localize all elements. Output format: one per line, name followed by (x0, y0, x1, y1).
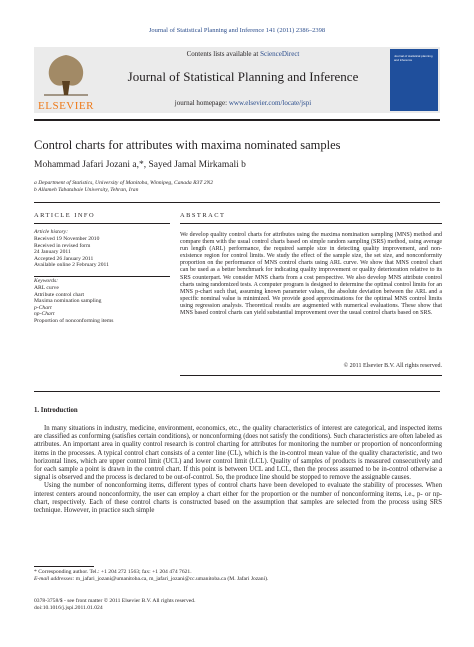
doi-line[interactable]: doi:10.1016/j.jspi.2011.01.024 (34, 604, 103, 611)
abstract-bottom-rule (180, 375, 442, 376)
keyword-item: np-Chart (34, 311, 55, 318)
history-item: Available online 2 February 2011 (34, 262, 109, 269)
email-label: E-mail addresses: (34, 575, 76, 582)
keyword-item: p-Chart (34, 304, 52, 311)
issn-line: 0378-3758/$ - see front matter © 2011 Elsevier B.V. All rights reserved. (34, 598, 196, 604)
cover-title: Journal of statistical planning and inference (394, 54, 433, 62)
footnotes (34, 569, 442, 582)
affiliation-a: a Department of Statistics, University of Manitoba, Winnipeg, Canada R3T 2N2 (34, 180, 214, 186)
intro-paragraph: In many situations in industry, medicine, environment, economics, etc., the quality characteristics of interest are categorical, and inspected items are classified as conforming (satisfies certain conditions), or nonconforming (does not satisfy the conditions). Such characteristics are often labeled as attributes. An important area in quality control research is control charting for attributes for monitoring the number or proportion of nonconforming items in the processes. A typical control chart consists of a center line (CL), which is the in-control mean value of the quality characteristic, and two horizontal lines, which are upper control limit (UCL) and lower control limit (LCL). Quality of samples of products is measured consecutively and for each sample a point is drawn in the control chart. If this point is between UCL and LCL, then the process assumed to be in-control otherwise a signal is observed and the process is declared to be out-of-control. So, the produce line should be stopped to remove the assignable causes. (34, 425, 442, 482)
email-note (34, 576, 442, 583)
corresponding-author-note: * Corresponding author. Tel.: +1 204 272 1563; fax: +1 204 474 7621. (34, 569, 192, 575)
keyword-item: ARL curve (34, 285, 59, 291)
keyword-item: Attribute control chart (34, 291, 85, 298)
history-item: 24 January 2011 (34, 249, 71, 256)
affiliation-b: b Allameh Tabatabaie University, Tehran, Iran (34, 187, 139, 193)
header-rule (34, 119, 440, 121)
homepage-line (98, 99, 388, 107)
footnote-rule (34, 566, 94, 567)
intro-heading: 1. Introduction (34, 407, 78, 414)
article-authors: Mohammad Jafari Jozani a,*, Sayed Jamal Mirkamali b (34, 160, 246, 170)
sciencedirect-link[interactable]: ScienceDirect (260, 50, 300, 58)
copyright: © 2011 Elsevier B.V. All rights reserved. (343, 363, 442, 369)
abstract-text: We develop quality control charts for attributes using the maxima nomination sampling (MNS) method and compare them with the usual control charts based on simple random sampling (SRS) method, using average run length (ARL) performance, the required sample size in detecting quality improvement, and non-existence region for control limits. We study the effect of the sample size, the set size, and nonconformity proportion on the performance of MNS control charts using ARL curve. We show that MNS control chart can be used as a better benchmark for indicating quality improvement or quality deterioration relative to its SRS counterpart. We consider MNS charts from a cost perspective. We also develop MNS attribute control charts using randomized tests. A computer program is designed to determine the optimal control limits for an MNS p-chart such that, assuming known parameter values, the absolute deviation between the ARL and a specific nominal value is minimized. We provide good approximations for the optimal MNS control limits using regression analysis. Theoretical results are augmented with numerical evaluations. These show that MNS based control charts can yield substantial improvement over the usual control charts based on SRS. (180, 232, 442, 317)
keyword-item: Proportion of nonconforming items (34, 317, 114, 324)
front-matter (34, 598, 442, 611)
keywords-list (34, 285, 170, 325)
intro-body (34, 425, 442, 515)
history-label: Article history: (34, 229, 69, 235)
email-addresses[interactable]: m_jafari_jozani@umanitoba.ca, m_jafari_jozani@cc.umanitoba.ca (M. Jafari Jozani). (75, 575, 269, 582)
keyword-item: Maxima nomination sampling (34, 298, 102, 305)
tree-icon (34, 47, 98, 99)
history-list (34, 236, 170, 269)
journal-reference: Journal of Statistical Planning and Inference 141 (2011) 2386–2398 (148, 27, 326, 34)
journal-title: Journal of Statistical Planning and Inference (127, 69, 359, 84)
history-item: Received in revised form (34, 242, 91, 249)
abstract-rule (180, 223, 442, 224)
publisher-name: ELSEVIER (38, 100, 94, 112)
contents-prefix: Contents lists available at (186, 50, 261, 58)
title-rule (34, 202, 440, 203)
section-rule (34, 391, 440, 392)
contents-line (98, 50, 388, 58)
abstract-heading: ABSTRACT (180, 212, 226, 219)
history-item: Received 19 November 2010 (34, 236, 100, 242)
article-title: Control charts for attributes with maxima nominated samples (34, 138, 341, 152)
homepage-link[interactable]: www.elsevier.com/locate/jspi (228, 99, 312, 107)
article-info-heading: ARTICLE INFO (34, 212, 96, 219)
history-item: Accepted 26 January 2011 (34, 255, 94, 262)
homepage-prefix: journal homepage: (174, 99, 229, 107)
article-info-rule (34, 223, 170, 224)
history-rule (34, 276, 170, 277)
keywords-label: Keywords: (34, 278, 59, 284)
intro-paragraph: Using the number of nonconforming items, different types of control charts have been developed to evaluate the stability of processes. When interest centers around nonconformity, the user can employ a chart either for the proportion or the number of nonconforming items, i.e., p- or np-chart, respectively. Each of these control charts is constructed based on the assumption that samples are selected from the process using SRS technique. However, in practice such simple (34, 482, 442, 515)
